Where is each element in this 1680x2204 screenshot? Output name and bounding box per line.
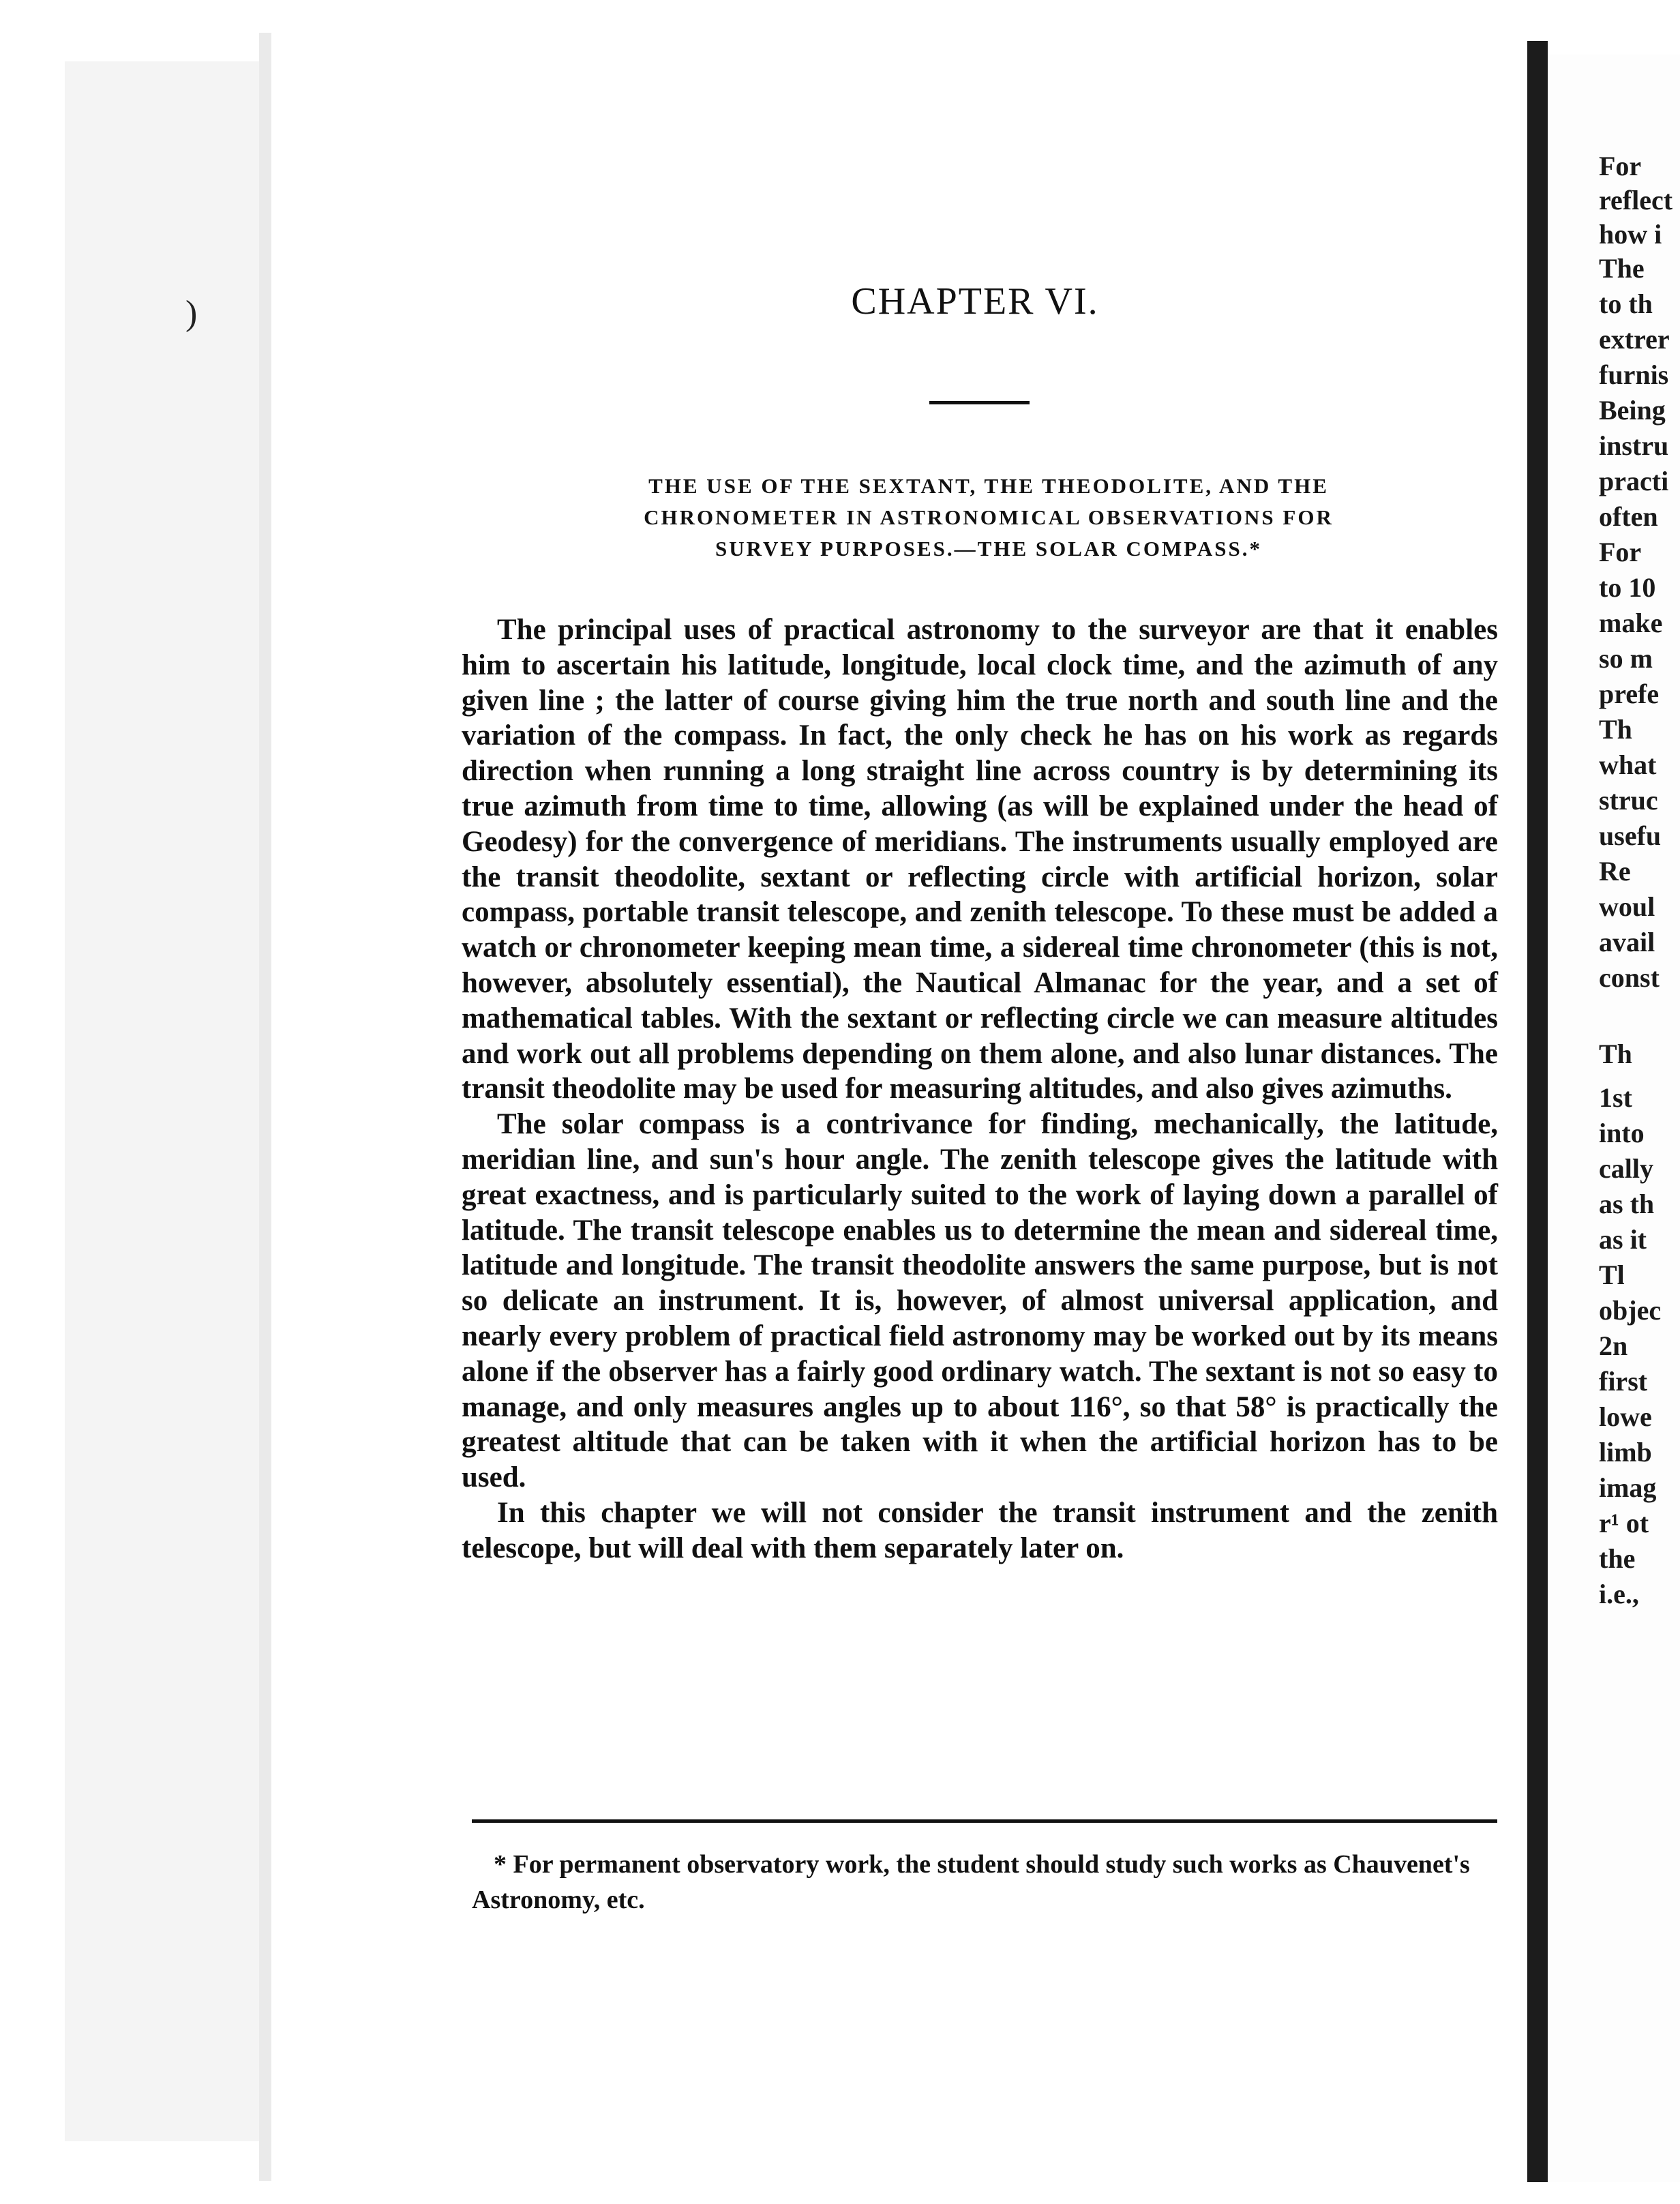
facing-page-fragment [1548,55,1680,2182]
paragraph: In this chapter we will not consider the transit instrument and the zenith telescope, but will deal with them separately later on. [462,1496,1498,1564]
facing-page-text-fragment: lowe [1599,1401,1652,1432]
facing-page-text-fragment: The [1599,253,1645,284]
margin-mark: ) [185,294,198,333]
facing-page-text-fragment: what [1599,749,1657,780]
facing-page-text-fragment: make [1599,608,1663,638]
facing-page-text-fragment: imag [1599,1472,1657,1503]
footnote: * For permanent observatory work, the student should study such works as Chauvenet's Astronomy, etc. [472,1850,1470,1914]
chapter-heading: CHAPTER VI. [851,280,1099,323]
facing-page-text-fragment: Tl [1599,1260,1625,1290]
subtitle-line: CHRONOMETER IN ASTRONOMICAL OBSERVATIONS FOR [644,505,1334,529]
facing-page-text-fragment: objec [1599,1295,1662,1326]
facing-page-text-fragment: r¹ ot [1599,1508,1649,1538]
facing-page-text-fragment: to th [1599,288,1653,319]
facing-page-text-fragment: Being [1599,395,1666,426]
facing-page-text-fragment: prefe [1599,679,1660,709]
facing-page-text-fragment: cally [1599,1153,1653,1184]
facing-page-text-fragment: limb [1599,1437,1652,1468]
chapter-body [462,612,1498,1566]
facing-page-text-fragment: as it [1599,1224,1647,1255]
facing-page-text-fragment: i.e., [1599,1579,1639,1609]
facing-page-text-fragment: how i [1599,219,1662,250]
previous-page-edge [65,61,269,2141]
facing-page-text-fragment: Th [1599,714,1632,745]
facing-page-text-fragment: avail [1599,927,1655,957]
facing-page-text-fragment: struc [1599,785,1658,816]
facing-page-text-fragment: 1st [1599,1082,1632,1113]
page-shadow [259,33,271,2181]
facing-page-text-fragment: Th [1599,1039,1632,1069]
scan-left-margin [0,0,75,2204]
facing-page-text-fragment: to 10 [1599,572,1656,603]
subtitle-line: THE USE OF THE SEXTANT, THE THEODOLITE, AND THE [648,474,1329,498]
footnote-rule [472,1819,1497,1823]
facing-page-text-fragment: usefu [1599,820,1662,851]
facing-page-text-fragment: extrer [1599,324,1670,355]
book-gutter [1527,41,1548,2182]
facing-page-text-fragment: often [1599,501,1658,532]
facing-page-text-fragment: instru [1599,430,1669,461]
facing-page-text-fragment: the [1599,1543,1636,1574]
subtitle-line: SURVEY PURPOSES.—THE SOLAR COMPASS.* [715,537,1262,561]
facing-page-text-fragment: 2n [1599,1330,1628,1361]
chapter-subtitle [532,471,1445,565]
facing-page-text-fragment: furnis [1599,359,1669,390]
facing-page-text-fragment: into [1599,1118,1645,1148]
facing-page-text-fragment: const [1599,962,1660,993]
heading-rule [929,401,1030,404]
facing-page-text-fragment: woul [1599,891,1655,922]
paragraph: The solar compass is a contrivance for finding, mechanically, the latitude, meridian line, and sun's hour angle. The zenith telescope gives the latitude with great exactness, and is particularly suited to the work of laying down a parallel of latitude. The transit telescope enables us to determine the mean and sidereal time, latitude and longitude. The transit theodolite answers the same purpose, but is not so delicate an instrument. It is, however, of almost universal application, and nearly every problem of practical field astronomy may be worked out by its means alone if the observer has a fairly good ordinary watch. The sextant is not so easy to manage, and only measures angles up to about 116°, so that 58° is practically the greatest altitude that can be taken with it when the artificial horizon has to be used. [462,1108,1498,1494]
facing-page-text-fragment: as th [1599,1189,1655,1219]
facing-page-text-fragment: Re [1599,856,1631,887]
facing-page-text-fragment: For [1599,151,1642,181]
facing-page-text-fragment: reflect [1599,185,1673,215]
paragraph: The principal uses of practical astronomy to the surveyor are that it enables him to ascertain his latitude, longitude, local clock time, and the azimuth of any given line ; the latter of course giving him the true north and south line and the variation of the compass. In fact, the only check he has on his work as regards direction when running a long straight line across country is by determining its true azimuth from time to time, allowing (as will be explained under the head of Geodesy) for the convergence of meridians. The instruments usually employed are the transit theodolite, sextant or reflecting circle with artificial horizon, solar compass, portable transit telescope, and zenith telescope. To these must be added a watch or chronometer keeping mean time, a sidereal time chronometer (this is not, however, absolutely essential), the Nautical Almanac for the year, and a set of mathematical tables. With the sextant or reflecting circle we can measure altitudes and work out all problems depending on them alone, and also lunar distances. The transit theodolite may be used for measuring altitudes, and also gives azimuths. [462,614,1498,1105]
facing-page-text-fragment: first [1599,1366,1648,1397]
facing-page-text-fragment: For [1599,537,1642,567]
facing-page-text-fragment: so m [1599,643,1653,674]
facing-page-text-fragment: practi [1599,466,1669,496]
